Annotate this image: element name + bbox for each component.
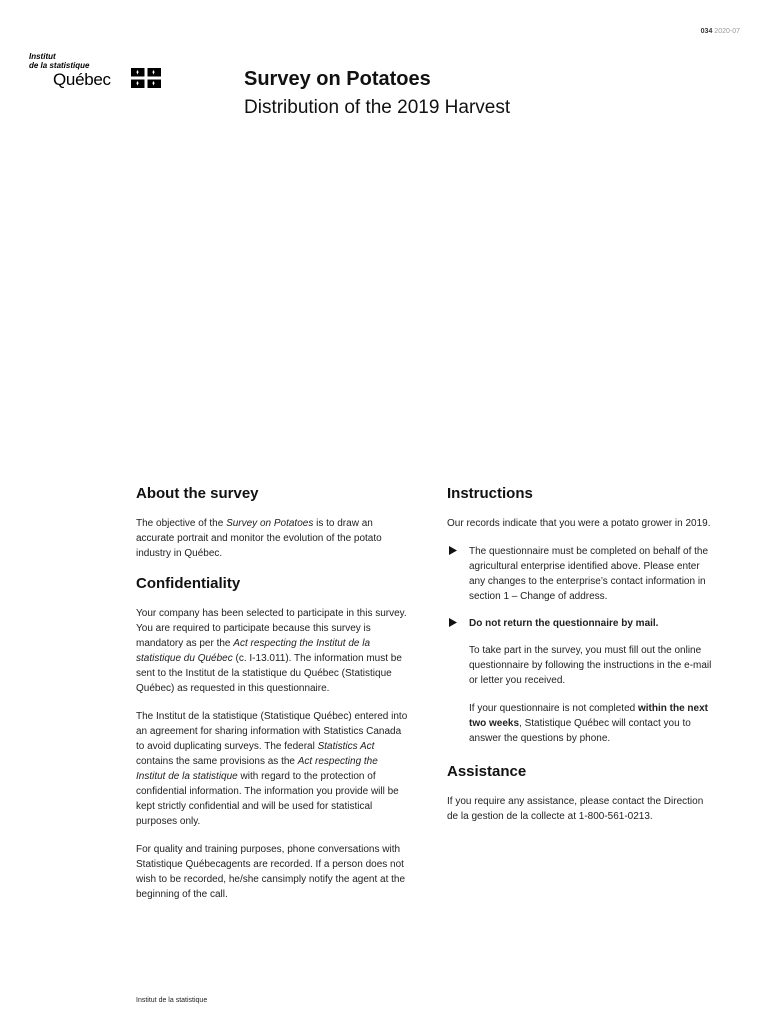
bullet-2-text: Do not return the questionnaire by mail. xyxy=(469,618,659,629)
triangle-bullet-icon xyxy=(449,618,457,627)
left-column xyxy=(136,484,408,915)
assistance-heading: Assistance xyxy=(447,763,527,780)
triangle-bullet-icon xyxy=(449,546,457,555)
instructions-online-paragraph: To take part in the survey, you must fill out the online questionnaire by following the instructions in the e-mail or letter you received. xyxy=(469,645,712,686)
confidentiality-heading: Confidentiality xyxy=(136,575,241,592)
form-code-date: 2020-07 xyxy=(714,28,740,35)
bullet-1-text: The questionnaire must be completed on behalf of the agricultural enterprise identified above. Please enter any changes to the enterprise’s contact information in section 1 – Change of address. xyxy=(469,546,709,602)
isq-logo xyxy=(29,52,179,94)
confidentiality-paragraph-1: Your company has been selected to participate in this survey. You are required to participate because this survey is mandatory as per the Act respecting the Institut de la statistique du Québec (c. I-13.011). The information must be sent to the Institut de la statistique du Québec (Statistique Québec) as requested in this questionnaire. xyxy=(136,608,407,694)
instructions-intro: Our records indicate that you were a potato grower in 2019. xyxy=(447,518,711,529)
instructions-heading: Instructions xyxy=(447,485,533,502)
about-paragraph: The objective of the Survey on Potatoes is to draw an accurate portrait and monitor the evolution of the potato industry in Québec. xyxy=(136,518,382,559)
right-column xyxy=(447,484,717,837)
logo-quebec-wordmark: Québec xyxy=(53,70,111,89)
logo-line-1: Institut xyxy=(29,52,56,61)
page-title: Survey on Potatoes xyxy=(244,68,431,90)
instructions-phone-paragraph: If your questionnaire is not completed within the next two weeks, Statistique Québec will contact you to answer the questions by phone. xyxy=(469,703,708,744)
confidentiality-paragraph-2: The Institut de la statistique (Statistique Québec) entered into an agreement for sharing information with Statistics Canada to avoid duplicating surveys. The federal Statistics Act contains the same provisions as the Act respecting the Institut de la statistique with regard to the protection of confidential information. The information you provide will be kept strictly confidential and will be used for statistical purposes only. xyxy=(136,711,408,827)
page-subtitle: Distribution of the 2019 Harvest xyxy=(244,97,511,118)
confidentiality-paragraph-3: For quality and training purposes, phone conversations with Statistique Québecagents are recorded. If a person does not wish to be recorded, he/she cansimply notify the agent at the beginning of the call. xyxy=(136,844,406,900)
footer-text: Institut de la statistique xyxy=(136,997,208,1004)
instructions-bullet-1 xyxy=(447,544,717,604)
assistance-paragraph: If you require any assistance, please contact the Direction de la gestion de la collecte at 1-800-561-0213. xyxy=(447,796,704,822)
quebec-flag-icon xyxy=(131,68,161,88)
form-code-number: 034 xyxy=(700,28,713,35)
about-heading: About the survey xyxy=(136,485,259,502)
form-code xyxy=(701,28,740,35)
logo-line-2: de la statistique xyxy=(29,61,90,70)
instructions-bullet-2 xyxy=(447,616,717,631)
